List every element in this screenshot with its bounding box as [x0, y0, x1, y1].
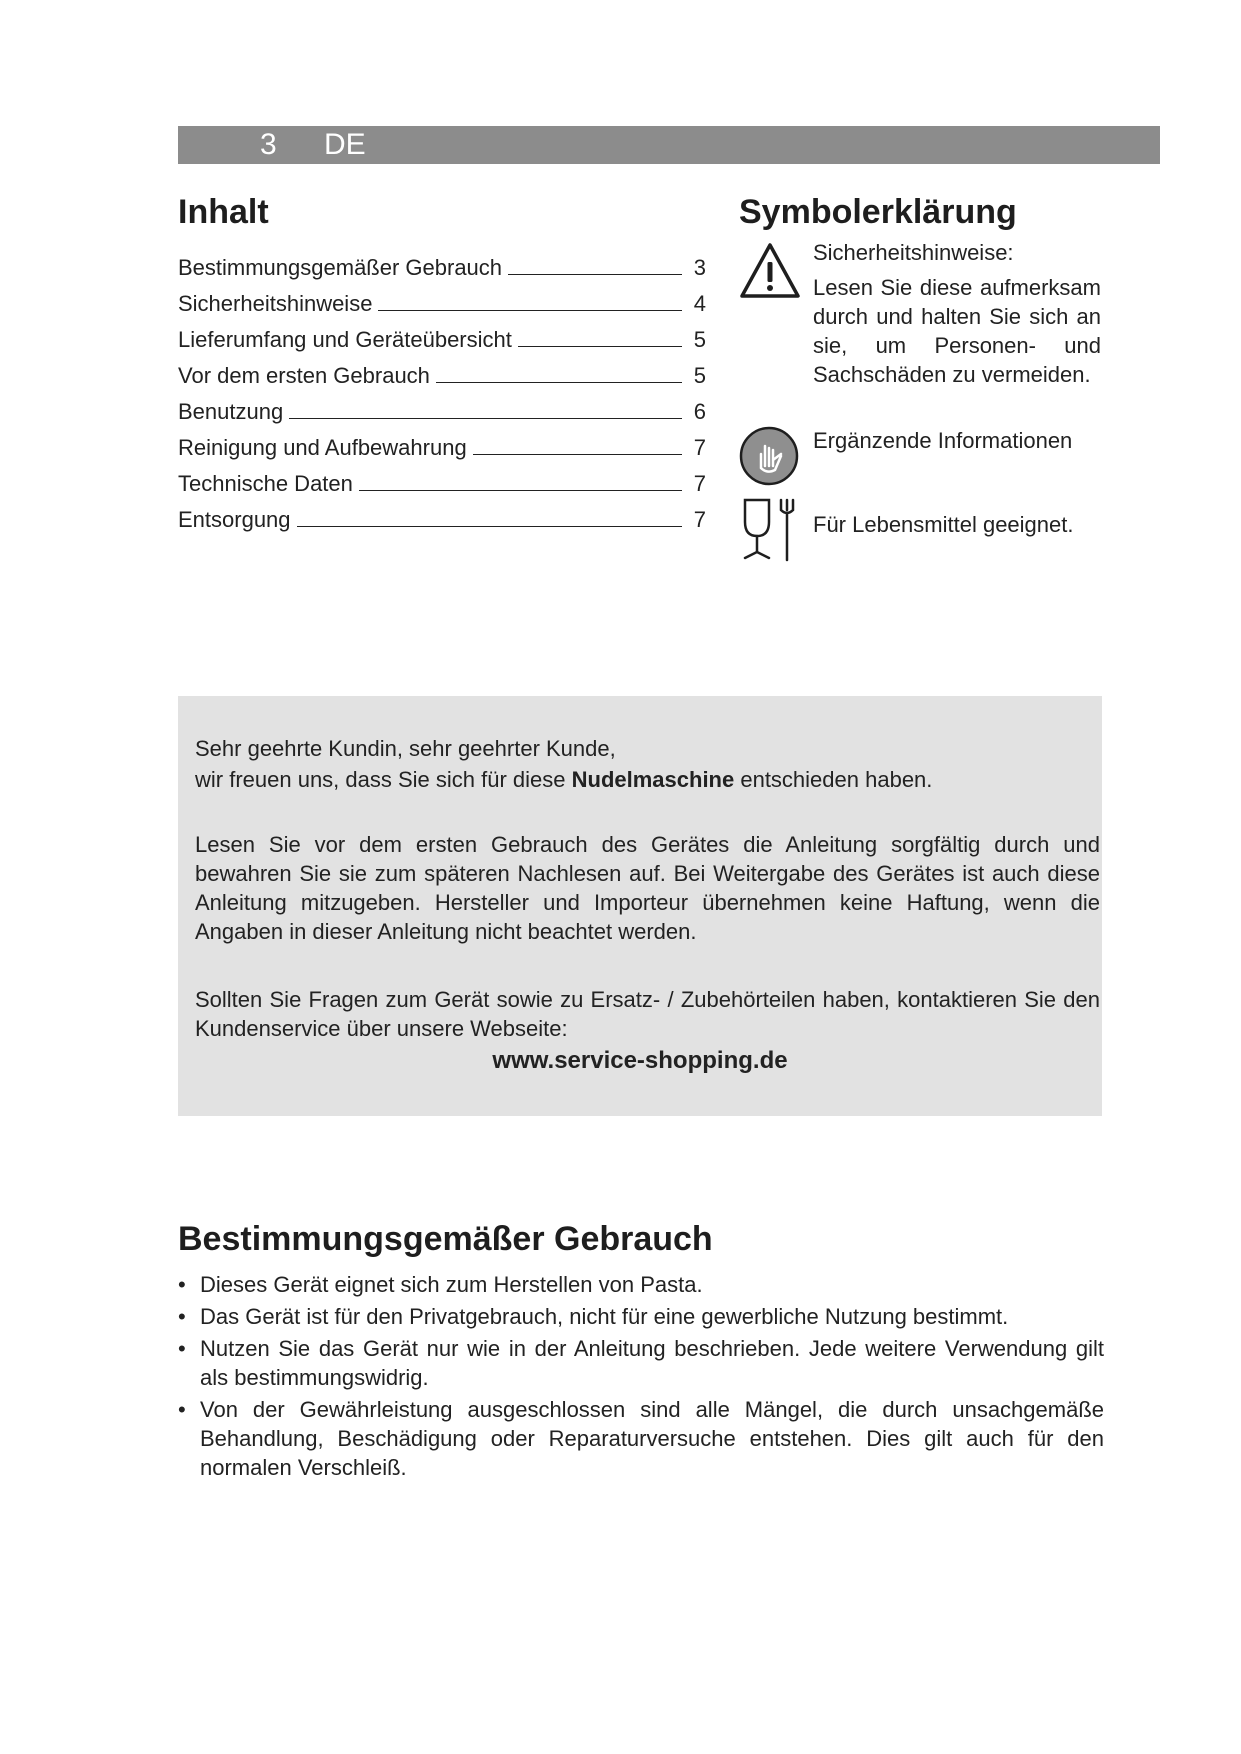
symbol-description: Für Lebensmittel geeignet.	[813, 512, 1074, 537]
toc-entry[interactable]	[178, 497, 706, 533]
symbol-heading: Sicherheitshinweise:	[813, 240, 1014, 265]
page-header-bar	[178, 126, 1160, 164]
intended-use-list	[178, 1270, 1104, 1485]
food-safe-icon	[739, 496, 799, 562]
toc-leader-line	[436, 382, 682, 383]
toc-entry-page: 7	[693, 471, 706, 496]
symbol-item-food	[739, 510, 1101, 539]
toc-entry-label: Benutzung	[178, 399, 284, 424]
toc-entry-label: Technische Daten	[178, 471, 353, 496]
toc-leader-line	[518, 346, 682, 347]
toc-entry-page: 5	[693, 327, 706, 352]
toc-entry-page: 7	[693, 435, 706, 460]
toc-entry-label: Reinigung und Aufbewahrung	[178, 435, 467, 460]
intended-use-title: Bestimmungsgemäßer Gebrauch	[178, 1220, 713, 1258]
toc-entry-page: 6	[693, 399, 706, 424]
list-item: • Nutzen Sie das Gerät nur wie in der Anleitung beschrieben. Jede weitere Verwendung gilt als bestimmungswidrig.	[178, 1334, 1104, 1392]
toc-entry[interactable]	[178, 317, 706, 353]
toc-entry[interactable]	[178, 353, 706, 389]
greeting: Sehr geehrte Kundin, sehr geehrter Kunde,	[195, 736, 616, 761]
list-item: • Von der Gewährleistung ausgeschlossen sind alle Mängel, die durch unsachgemäße Behandlung, Beschädigung oder Reparaturversuche entstehen. Dies gilt auch für den normalen Verschleiß.	[178, 1395, 1104, 1482]
thanks-before: wir freuen uns, dass Sie sich für diese	[195, 767, 572, 792]
product-name: Nudelmaschine	[571, 767, 735, 792]
toc-entry-label: Lieferumfang und Geräteübersicht	[178, 327, 512, 352]
hand-info-icon	[739, 426, 799, 486]
symbol-description: Ergänzende Informationen	[813, 428, 1073, 453]
symbol-description: Lesen Sie diese aufmerksam durch und halten Sie sich an sie, um Personen- und Sachschäden zu vermeiden.	[813, 275, 1101, 387]
thanks-after: entschieden haben.	[734, 767, 933, 792]
toc-leader-line	[473, 454, 682, 455]
toc-leader-line	[297, 526, 682, 527]
toc-entry[interactable]	[178, 389, 706, 425]
toc-entry-label: Vor dem ersten Gebrauch	[178, 363, 430, 388]
list-item: • Dieses Gerät eignet sich zum Herstellen von Pasta.	[178, 1270, 1104, 1299]
toc-entry-page: 7	[693, 507, 706, 532]
symbol-item-safety	[739, 238, 1101, 389]
toc-entry-label: Bestimmungsgemäßer Gebrauch	[178, 255, 503, 280]
page-number: 3	[260, 128, 277, 161]
toc-leader-line	[378, 310, 682, 311]
toc-title: Inhalt	[178, 193, 269, 231]
intro-box	[178, 696, 1102, 1116]
toc-entry[interactable]	[178, 425, 706, 461]
read-notice: Lesen Sie vor dem ersten Gebrauch des Gerätes die Anleitung sorgfältig durch und bewahren Sie sie zum späteren Nachlesen auf. Bei Weitergabe des Gerätes ist auch diese Anleitung mitzugeben. Hersteller und Importeur übernehmen keine Haftung, wenn die Angaben in dieser Anleitung nicht beachtet werden.	[195, 832, 1100, 944]
toc-entry[interactable]	[178, 461, 706, 497]
toc-entry-label: Sicherheitshinweise	[178, 291, 373, 316]
toc-entry-page: 5	[693, 363, 706, 388]
language-code: DE	[324, 128, 366, 161]
symbol-item-info	[739, 426, 1101, 455]
toc-entry[interactable]	[178, 245, 706, 281]
toc-entry-label: Entsorgung	[178, 507, 291, 532]
thanks-line	[195, 765, 1100, 794]
toc-leader-line	[289, 418, 682, 419]
toc-leader-line	[359, 490, 682, 491]
list-item: • Das Gerät ist für den Privatgebrauch, nicht für eine gewerbliche Nutzung bestimmt.	[178, 1302, 1104, 1331]
warning-triangle-icon	[739, 242, 801, 300]
toc-leader-line	[508, 274, 682, 275]
table-of-contents	[178, 245, 706, 533]
symbols-title: Symbolerklärung	[739, 193, 1017, 231]
toc-entry-page: 3	[693, 255, 706, 280]
toc-entry[interactable]	[178, 281, 706, 317]
toc-entry-page: 4	[693, 291, 706, 316]
service-url-link[interactable]: www.service-shopping.de	[492, 1047, 788, 1074]
questions-text: Sollten Sie Fragen zum Gerät sowie zu Ersatz- / Zubehörteilen haben, kontaktieren Sie den Kundenservice über unsere Webseite:	[195, 987, 1100, 1041]
